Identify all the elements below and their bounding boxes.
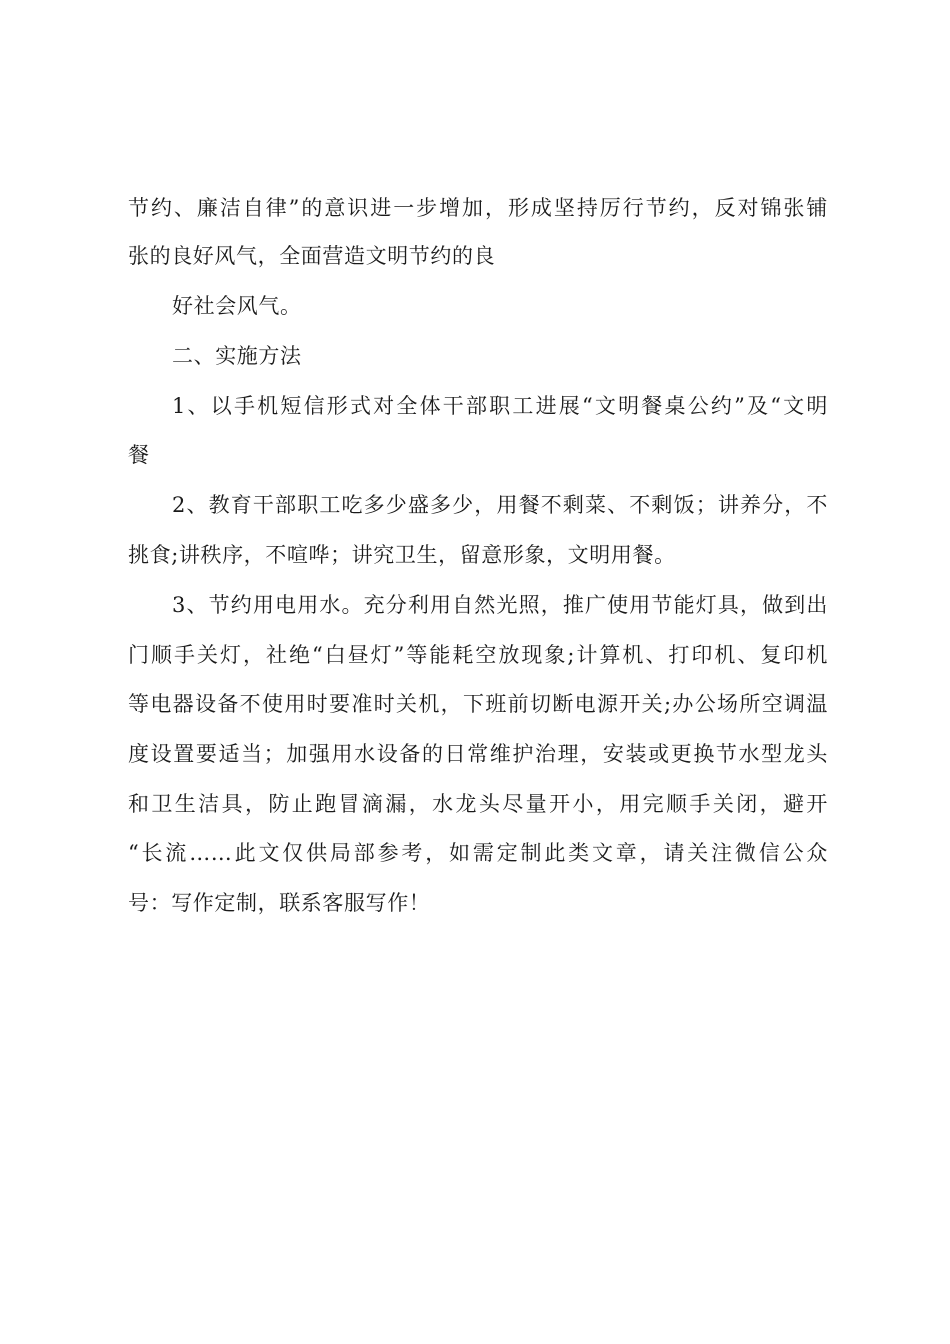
paragraph-line: 张的良好风气，全面营造文明节约的良 <box>128 244 496 268</box>
list-item-2-line: 挑食;讲秩序，不喧哗；讲究卫生，留意形象，文明用餐。 <box>128 543 676 567</box>
list-item-3-line: 门顺手关灯，社绝“白昼灯”等能耗空放现象;计算机、打印机、复印机 <box>128 643 828 667</box>
list-item-1-line: 餐 <box>128 443 150 467</box>
list-item-3-line: 度设置要适当；加强用水设备的日常维护治理，安装或更换节水型龙头 <box>128 742 828 766</box>
list-item-3-line: 等电器设备不使用时要准时关机，下班前切断电源开关;办公场所空调温 <box>128 692 828 716</box>
list-item-3-line: 和卫生洁具，防止跑冒滴漏，水龙头尽量开小，用完顺手关闭，避开 <box>128 792 828 816</box>
paragraph-line: 节约、廉洁自律”的意识进一步增加，形成坚持厉行节约，反对锦张铺 <box>128 196 828 220</box>
section-heading: 二、实施方法 <box>172 344 302 368</box>
paragraph-line: 好社会风气。 <box>172 294 302 318</box>
list-item-3-line: 3、节约用电用水。充分利用自然光照，推广使用节能灯具，做到出 <box>172 593 828 617</box>
list-item-3-line: 号：写作定制，联系客服写作！ <box>128 891 431 915</box>
list-item-1-line: 1、以手机短信形式对全体干部职工进展“文明餐桌公约”及“文明 <box>172 394 828 418</box>
list-item-3-line: “长流……此文仅供局部参考，如需定制此类文章，请关注微信公众 <box>128 841 828 865</box>
list-item-2-line: 2、教育干部职工吃多少盛多少，用餐不剩菜、不剩饭；讲养分，不 <box>172 493 828 517</box>
